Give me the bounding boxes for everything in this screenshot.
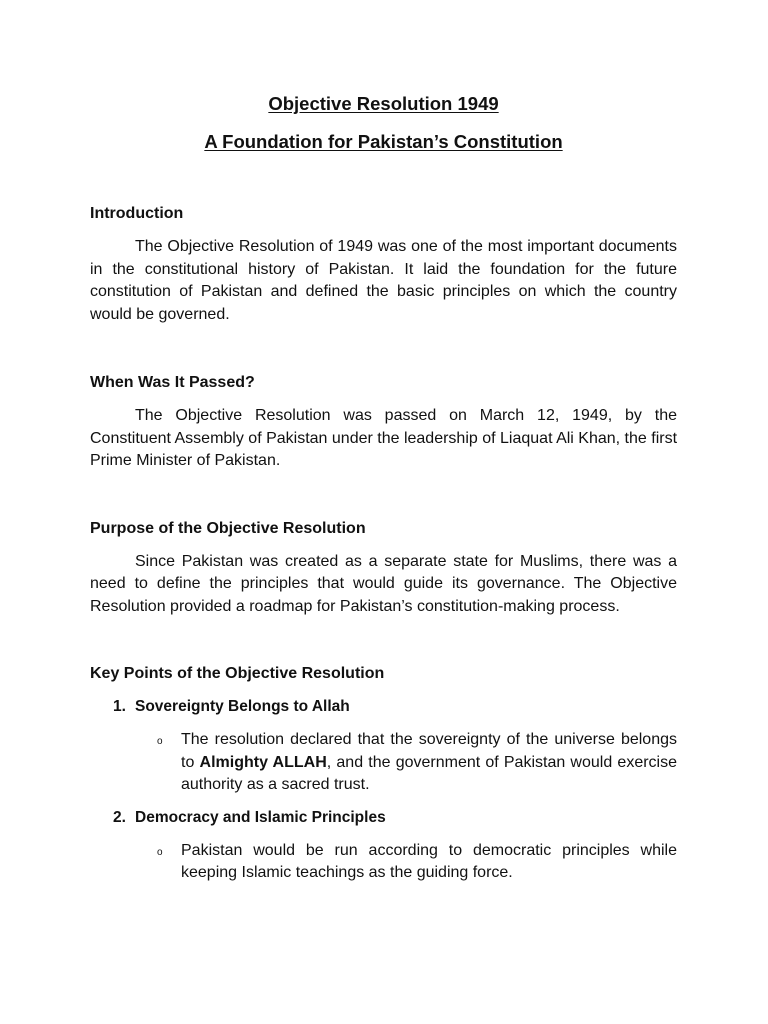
section-paragraph-when-passed: The Objective Resolution was passed on March 12, 1949, by the Constituent Assembly of Pakistan under the leadership of Liaquat Ali Khan, the first Prime Minister of Pakistan. — [90, 407, 678, 469]
document-title: Objective Resolution 1949 — [268, 93, 499, 114]
document-subtitle: A Foundation for Pakistan’s Constitution — [204, 131, 563, 152]
bullet-text-after: , and the government of Pakistan would exercise authority as a sacred trust. — [181, 753, 677, 793]
key-point-heading — [113, 696, 677, 718]
hollow-bullet-icon: o — [157, 846, 163, 858]
section-purpose — [90, 518, 677, 619]
section-heading-when-passed: When Was It Passed? — [90, 374, 255, 391]
section-key-points — [90, 663, 677, 885]
section-paragraph-purpose: Since Pakistan was created as a separate state for Muslims, there was a need to define the principles that would guide its governance. The Objective Resolution provided a roadmap for Pakistan’s constitution-making process. — [90, 552, 677, 615]
bullet-text-before: The resolution declared that the sovereignty of the universe belongs to — [181, 731, 677, 771]
key-point-bullet — [157, 840, 677, 885]
key-point-item — [90, 807, 677, 885]
section-heading-introduction: Introduction — [90, 205, 184, 222]
key-point-item — [90, 696, 677, 797]
section-heading-purpose: Purpose of the Objective Resolution — [90, 519, 366, 537]
section-paragraph-introduction: The Objective Resolution of 1949 was one of the most important documents in the constitutional history of Pakistan. It laid the foundation for the future constitution of Pakistan and defined the basic principles on which the country would be governed. — [90, 238, 677, 323]
key-point-number: 2. — [113, 808, 126, 826]
key-point-heading — [113, 807, 677, 829]
key-point-bullet-text: Pakistan would be run according to democratic principles while keeping Islamic teachings as the guiding force. — [181, 841, 677, 881]
key-point-title: Sovereignty Belongs to Allah — [135, 698, 350, 715]
key-point-title: Democracy and Islamic Principles — [135, 808, 386, 826]
section-introduction — [90, 203, 677, 326]
section-heading-key-points: Key Points of the Objective Resolution — [90, 665, 385, 682]
section-when-passed — [90, 372, 677, 473]
document-page — [90, 92, 677, 885]
hollow-bullet-icon: o — [157, 736, 163, 747]
key-point-bullet-text — [181, 729, 677, 797]
key-point-number: 1. — [113, 698, 126, 715]
bullet-text-bold: Almighty ALLAH — [199, 753, 327, 771]
key-point-bullet — [157, 729, 677, 797]
